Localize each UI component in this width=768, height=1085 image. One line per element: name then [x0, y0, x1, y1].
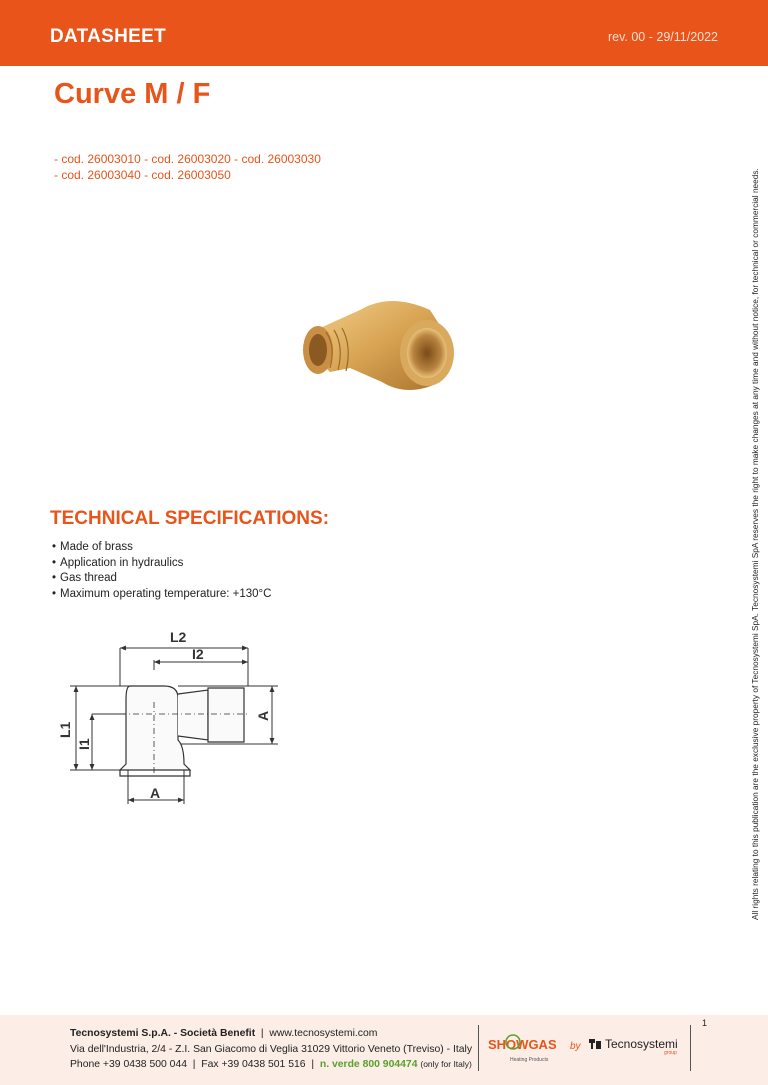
toll-free-number: n. verde 800 904474 [319, 1059, 418, 1070]
by-text: by [570, 1041, 581, 1052]
tecnosystemi-logo: Tecnosystemi [605, 1037, 678, 1051]
header-bar [0, 0, 768, 66]
website-link[interactable]: www.tecnosystemi.com [269, 1028, 378, 1039]
phone-number: Phone +39 0438 500 044 [70, 1059, 188, 1070]
company-address: Via dell'Industria, 2/4 - Z.I. San Giacomo di Veglia 31029 Vittorio Veneto (Treviso) - Italy [70, 1043, 473, 1055]
dim-label-A-horizontal: A [150, 785, 161, 801]
tecnosystemi-mark-icon [589, 1039, 601, 1049]
spec-item: • Gas thread [52, 571, 271, 587]
product-title: Curve M / F [54, 78, 211, 110]
dim-label-I2: I2 [192, 646, 204, 662]
footer-contact: Tecnosystemi S.p.A. - Società Benefit | www.tecnosystemi.com Via dell'Industria, 2/4 - Z.I. San Giacomo di Veglia 31029 Vittorio Veneto (Treviso) - Italy Phone +39 0438 500 044 | Fax +39 0438 501 516 | n. verde 800 904474 (only for Italy) [70, 1028, 473, 1070]
product-codes [54, 151, 321, 183]
showgas-tagline: Heating Products [510, 1057, 549, 1063]
spec-item: • Maximum operating temperature: +130°C [52, 587, 271, 603]
product-photo [290, 290, 470, 410]
footer [0, 1015, 768, 1085]
separator: | [258, 1028, 267, 1039]
copyright-notice: All rights relating to this publication are the exclusive property of Tecnosystemi SpA. Tecnosystemi SpA reserves the right to make changes at any time and without notice, for technical or commercial needs. [750, 168, 760, 920]
spec-item: • Made of brass [52, 540, 271, 556]
dim-label-I1: I1 [76, 738, 92, 750]
specs-list [52, 540, 271, 602]
revision-date: rev. 00 - 29/11/2022 [607, 30, 718, 44]
brand-logos [486, 1029, 686, 1071]
showgas-logo: SHOWGAS [488, 1037, 557, 1052]
spec-item: • Application in hydraulics [52, 556, 271, 572]
dim-label-L2: L2 [170, 629, 187, 645]
specs-heading: TECHNICAL SPECIFICATIONS: [50, 508, 330, 529]
dim-label-A-vertical: A [255, 710, 271, 721]
group-label: group [664, 1050, 677, 1056]
footer-divider [478, 1025, 479, 1071]
technical-drawing [50, 624, 290, 814]
page-number: 1 [702, 1018, 708, 1028]
fax-number: Fax +39 0438 501 516 [201, 1059, 306, 1070]
dim-label-L1: L1 [57, 721, 73, 738]
document-type-title: DATASHEET [50, 26, 166, 47]
footer-divider [690, 1025, 691, 1071]
codes-line: - cod. 26003010 - cod. 26003020 - cod. 26003030 [54, 152, 321, 166]
codes-line: - cod. 26003040 - cod. 26003050 [54, 168, 231, 182]
toll-free-note: (only for Italy) [420, 1059, 472, 1069]
company-name: Tecnosystemi S.p.A. - Società Benefit [70, 1028, 256, 1039]
